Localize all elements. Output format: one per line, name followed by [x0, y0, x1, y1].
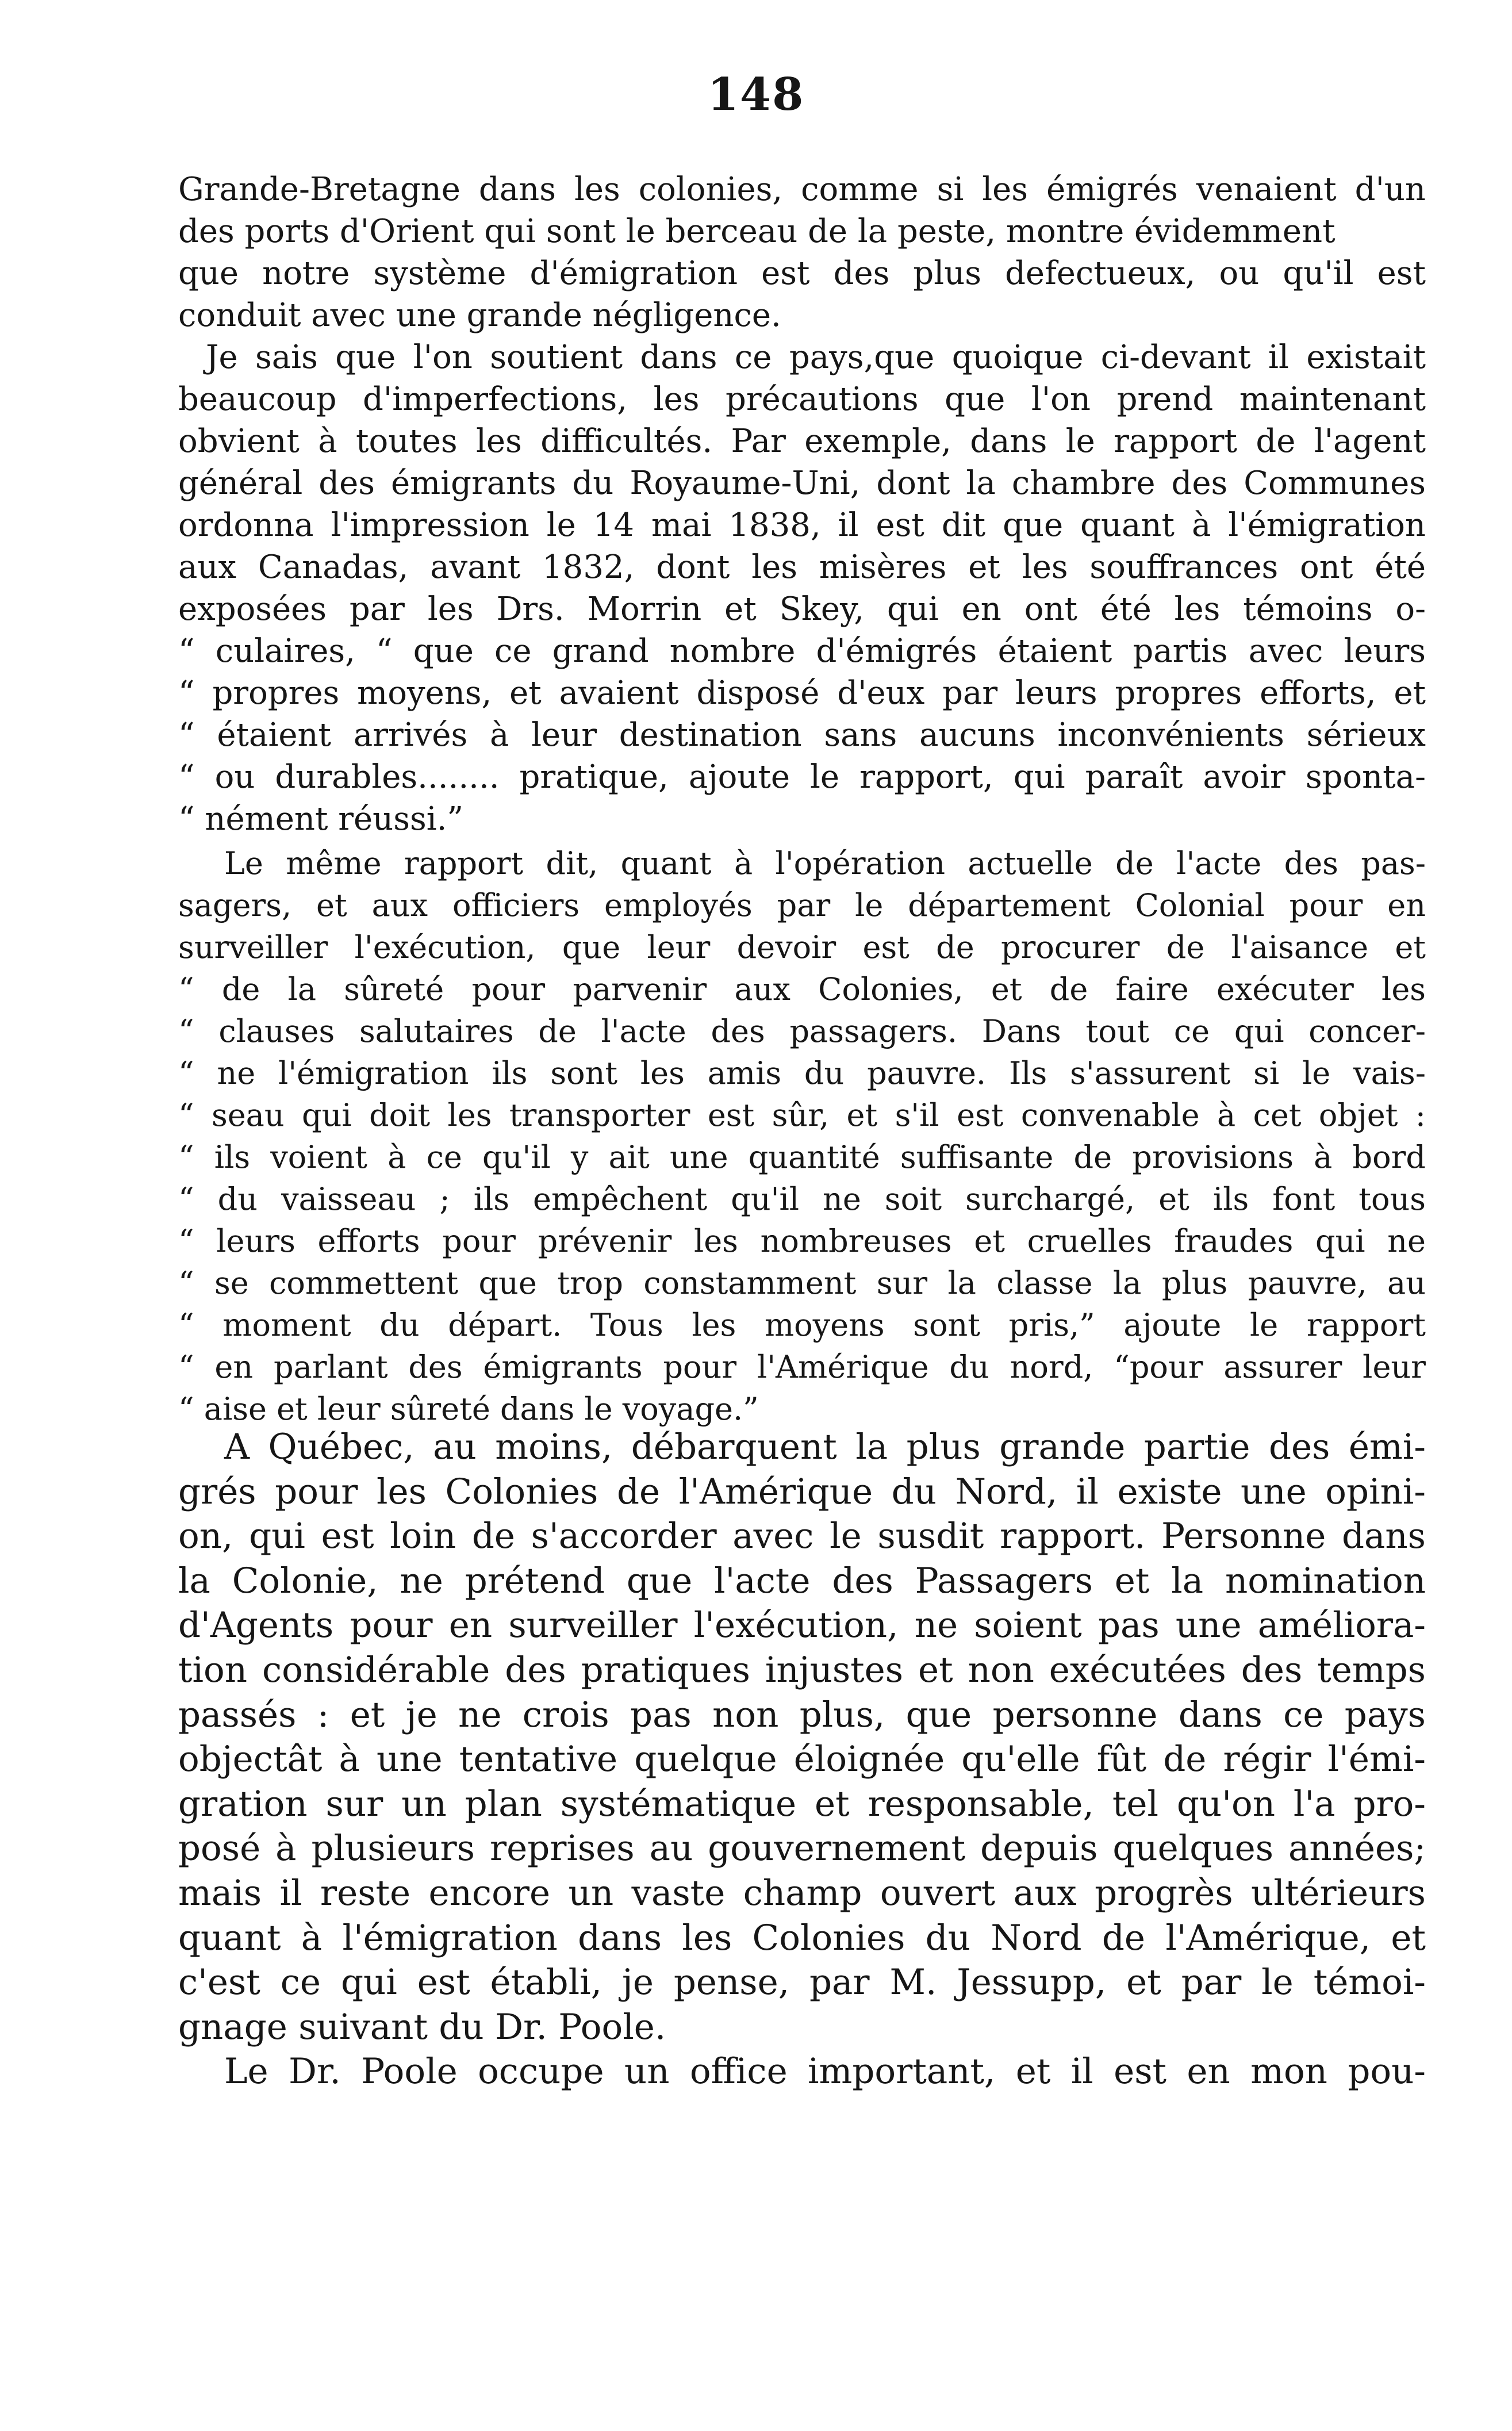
text-line: objectât à une tentative quelque éloignée qu'elle fût de régir l'émi- [178, 1739, 1426, 1780]
text-line: sagers, et aux officiers employés par le département Colonial pour en [178, 887, 1426, 923]
text-line: “ culaires, “ que ce grand nombre d'émigrés étaient partis avec leurs [178, 632, 1426, 670]
text-line: “ seau qui doit les transporter est sûr, et s'il est convenable à cet objet : [178, 1097, 1426, 1133]
text-line: général des émigrants du Royaume-Uni, dont la chambre des Communes [178, 465, 1426, 502]
text-line: c'est ce qui est établi, je pense, par M. Jessupp, et par le témoi- [178, 1962, 1426, 2003]
text-line: “ étaient arrivés à leur destination sans aucuns inconvénients sérieux [178, 716, 1426, 754]
text-line: tion considérable des pratiques injustes et non exécutées des temps [178, 1649, 1426, 1690]
text-line: A Québec, au moins, débarquent la plus grande partie des émi- [224, 1427, 1426, 1467]
text-line: aux Canadas, avant 1832, dont les misères et les souffrances ont été [178, 549, 1426, 586]
text-line: “ leurs efforts pour prévenir les nombreuses et cruelles fraudes qui ne [178, 1223, 1426, 1259]
text-line: gnage suivant du Dr. Poole. [178, 2006, 666, 2047]
text-line: “ se commettent que trop constamment sur la classe la plus pauvre, au [178, 1265, 1426, 1301]
text-line: gration sur un plan systématique et responsable, tel qu'on l'a pro- [178, 1783, 1426, 1824]
text-line: Grande-Bretagne dans les colonies, comme si les émigrés venaient d'un [178, 171, 1426, 208]
text-line: Le Dr. Poole occupe un office important, et il est en mon pou- [224, 2051, 1426, 2092]
text-line: surveiller l'exécution, que leur devoir est de procurer de l'aisance et [178, 929, 1426, 965]
text-line: “ clauses salutaires de l'acte des passagers. Dans tout ce qui concer- [178, 1013, 1426, 1049]
text-line: Je sais que l'on soutient dans ce pays,que quoique ci-devant il existait [206, 339, 1426, 376]
text-line: “ ne l'émigration ils sont les amis du pauvre. Ils s'assurent si le vais- [178, 1055, 1426, 1091]
paragraph-block-3 [178, 1425, 1426, 2094]
text-line: Le même rapport dit, quant à l'opération actuelle de l'acte des pas- [224, 845, 1426, 881]
page-number: 148 [707, 68, 805, 121]
text-line: “ en parlant des émigrants pour l'Amérique du nord, “pour assurer leur [178, 1349, 1426, 1385]
text-line: “ nément réussi.” [178, 800, 464, 838]
text-line: on, qui est loin de s'accorder avec le susdit rapport. Personne dans [178, 1516, 1426, 1557]
text-line: mais il reste encore un vaste champ ouvert aux progrès ultérieurs [178, 1872, 1426, 1914]
text-line: exposées par les Drs. Morrin et Skey, qui en ont été les témoins o- [178, 591, 1426, 628]
text-line: beaucoup d'imperfections, les précautions que l'on prend maintenant [178, 381, 1426, 418]
text-line: grés pour les Colonies de l'Amérique du Nord, il existe une opini- [178, 1471, 1426, 1512]
text-line: passés : et je ne crois pas non plus, que personne dans ce pays [178, 1694, 1426, 1735]
text-line: des ports d'Orient qui sont le berceau de la peste, montre évidemment [178, 213, 1336, 250]
text-line: “ de la sûreté pour parvenir aux Colonies, et de faire exécuter les [178, 971, 1426, 1007]
text-line: “ du vaisseau ; ils empêchent qu'il ne soit surchargé, et ils font tous [178, 1181, 1426, 1217]
text-line: quant à l'émigration dans les Colonies du Nord de l'Amérique, et [178, 1917, 1426, 1958]
text-line: “ ils voient à ce qu'il y ait une quantité suffisante de provisions à bord [178, 1139, 1426, 1175]
paragraph-block-1 [178, 168, 1426, 840]
text-line: la Colonie, ne prétend que l'acte des Passagers et la nomination [178, 1560, 1426, 1601]
text-line: “ moment du départ. Tous les moyens sont pris,” ajoute le rapport [178, 1307, 1426, 1343]
text-line: “ propres moyens, et avaient disposé d'eux par leurs propres efforts, et [178, 674, 1426, 712]
text-line: “ aise et leur sûreté dans le voyage.” [178, 1391, 759, 1427]
text-line: “ ou durables........ pratique, ajoute le rapport, qui paraît avoir sponta- [178, 758, 1426, 796]
text-line: que notre système d'émigration est des plus defectueux, ou qu'il est [178, 255, 1426, 292]
text-line: conduit avec une grande négligence. [178, 297, 781, 334]
text-line: ordonna l'impression le 14 mai 1838, il est dit que quant à l'émigration [178, 507, 1426, 544]
text-line: posé à plusieurs reprises au gouvernement depuis quelques années; [178, 1828, 1426, 1869]
paragraph-block-2 [178, 842, 1426, 1430]
text-line: obvient à toutes les difficultés. Par exemple, dans le rapport de l'agent [178, 423, 1426, 460]
text-line: d'Agents pour en surveiller l'exécution, ne soient pas une améliora- [178, 1605, 1426, 1646]
